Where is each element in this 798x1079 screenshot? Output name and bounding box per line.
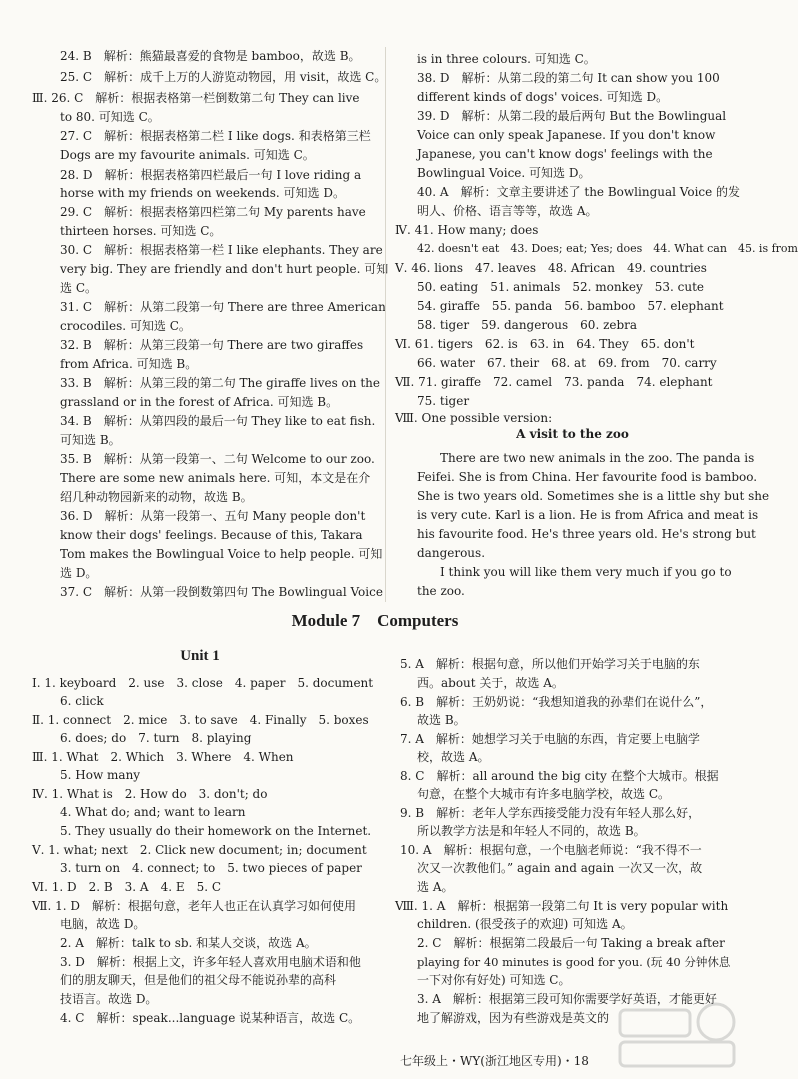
answer-line: 28. D 解析：根据表格第四栏最后一句 I love riding a [60, 168, 362, 182]
answer-line: Ⅶ. 71. giraffe 72. camel 73. panda 74. elephant [395, 375, 713, 389]
answer-line: 66. water 67. their 68. at 69. from 70. carry [417, 356, 717, 370]
answer-line: 5. A 解析：根据句意，所以他们开始学习关于电脑的东 [400, 657, 700, 671]
answer-line: 6. does; do 7. turn 8. playing [60, 731, 252, 745]
answer-line: Dogs are my favourite animals. 可知选 C。 [60, 148, 315, 162]
answer-line: to 80. 可知选 C。 [60, 110, 160, 124]
answer-line: Ⅳ. 1. What is 2. How do 3. don't; do [32, 787, 268, 801]
answer-line: 58. tiger 59. dangerous 60. zebra [417, 318, 638, 332]
answer-line: 3. A 解析：根据第三段可知你需要学好英语，才能更好 [417, 992, 717, 1006]
answer-line: Japanese, you can't know dogs' feelings with the [417, 147, 713, 161]
essay-line: his favourite food. He's three years old. He's strong but [417, 527, 756, 541]
answer-line: Ⅲ. 26. C 解析：根据表格第一栏倒数第二句 They can live [32, 91, 360, 105]
answer-line: know their dogs' feelings. Because of this, Takara [60, 528, 363, 542]
watermark-logo-icon [612, 1000, 742, 1070]
essay-line: I think you will like them very much if you go to [440, 565, 732, 579]
answer-line: 绍几种动物园新来的动物，故选 B。 [60, 490, 253, 504]
answer-line: 29. C 解析：根据表格第四栏第二句 My parents have [60, 205, 366, 219]
answer-line: Ⅲ. 1. What 2. Which 3. Where 4. When [32, 750, 294, 764]
answer-line: Ⅵ. 1. D 2. B 3. A 4. E 5. C [32, 880, 222, 894]
answer-line: 3. D 解析：根据上文，许多年轻人喜欢用电脑术语和他 [60, 955, 361, 969]
answer-line: 2. A 解析：talk to sb. 和某人交谈，故选 A。 [60, 936, 317, 950]
answer-line: 2. C 解析：根据第二段最后一句 Taking a break after [417, 936, 725, 950]
answer-line: 32. B 解析：从第三段第一句 There are two giraffes [60, 338, 364, 352]
answer-line: 选 C。 [60, 281, 97, 295]
answer-line: There are some new animals here. 可知，本文是在介 [60, 471, 371, 485]
answer-line: Ⅶ. 1. D 解析：根据句意，老年人也正在认真学习如何使用 [32, 899, 357, 913]
answer-line: 40. A 解析：文章主要讲述了 the Bowlingual Voice 的发 [417, 185, 741, 199]
answer-line: 37. C 解析：从第一段倒数第四句 The Bowlingual Voice [60, 585, 383, 599]
answer-line: 34. B 解析：从第四段的最后一句 They like to eat fish. [60, 414, 376, 428]
answer-line: crocodiles. 可知选 C。 [60, 319, 191, 333]
answer-line: 5. How many [60, 768, 141, 782]
answer-line: Ⅵ. 61. tigers 62. is 63. in 64. They 65. don't [395, 337, 695, 351]
essay-title: A visit to the zoo [516, 427, 629, 441]
answer-line: different kinds of dogs' voices. 可知选 D。 [417, 90, 669, 104]
answer-line: 24. B 解析：熊猫最喜爱的食物是 bamboo，故选 B。 [60, 49, 361, 63]
answer-line: 们的朋友聊天，但是他们的祖父母不能说孙辈的高科 [60, 973, 337, 987]
answer-line: 6. B 解析：王奶奶说：“我想知道我的孙辈们在说什么”， [400, 695, 713, 709]
answer-line: from Africa. 可知选 B。 [60, 357, 198, 371]
module-heading: Module 7 Computers [291, 611, 459, 630]
answer-line: 技语言。故选 D。 [60, 992, 158, 1006]
answer-line: 9. B 解析：老年人学东西接受能力没有年轻人那么好， [400, 806, 701, 820]
answer-line: 35. B 解析：从第一段第一、二句 Welcome to our zoo. [60, 452, 375, 466]
answer-line: 故选 B。 [417, 713, 466, 727]
answer-line: very big. They are friendly and don't hurt people. 可知 [60, 262, 389, 276]
answer-line: horse with my friends on weekends. 可知选 D。 [60, 186, 345, 200]
essay-line: the zoo. [417, 584, 465, 598]
answer-line: 27. C 解析：根据表格第二栏 I like dogs. 和表格第三栏 [60, 129, 371, 143]
answer-line: Tom makes the Bowlingual Voice to help people. 可知 [60, 547, 383, 561]
answer-line: 可知选 B。 [60, 433, 121, 447]
answer-line: 4. C 解析：speak...language 说某种语言，故选 C。 [60, 1011, 361, 1025]
answer-line: 选 D。 [60, 566, 98, 580]
answer-line: 4. What do; and; want to learn [60, 805, 246, 819]
answer-line: 所以教学方法是和年轻人不同的，故选 B。 [417, 824, 646, 838]
answer-line: Ⅰ. 1. keyboard 2. use 3. close 4. paper 5. document [32, 676, 374, 690]
answer-line: 54. giraffe 55. panda 56. bamboo 57. elephant [417, 299, 724, 313]
answer-line: 30. C 解析：根据表格第一栏 I like elephants. They are [60, 243, 383, 257]
answer-line: 一下对你有好处) 可知选 C。 [417, 973, 571, 987]
answer-line: 7. A 解析：她想学习关于电脑的东西，肯定要上电脑学 [400, 732, 700, 746]
answer-line: 校，故选 A。 [417, 750, 490, 764]
answer-line: 36. D 解析：从第一段第一、五句 Many people don't [60, 509, 366, 523]
answer-line: Ⅷ. One possible version: [395, 411, 553, 425]
answer-line: 38. D 解析：从第二段的第二句 It can show you 100 [417, 71, 720, 85]
answer-line: 8. C 解析：all around the big city 在整个大城市。根据 [400, 769, 719, 783]
answer-line: Ⅴ. 1. what; next 2. Click new document; in; document [32, 843, 367, 857]
answer-line: 选 A。 [417, 880, 454, 894]
page-footer: 七年级上・WY(浙江地区专用)・18 [400, 1054, 589, 1068]
answer-line: Ⅴ. 46. lions 47. leaves 48. African 49. countries [395, 261, 707, 275]
answer-line: 句意，在整个大城市有许多电脑学校，故选 C。 [417, 787, 670, 801]
answer-line: 31. C 解析：从第二段第一句 There are three American [60, 300, 386, 314]
answer-line: 25. C 解析：成千上万的人游览动物园，用 visit，故选 C。 [60, 70, 387, 84]
answer-line: 6. click [60, 694, 104, 708]
answer-line: 33. B 解析：从第三段的第二句 The giraffe lives on the [60, 376, 380, 390]
answer-line: 明人、价格、语言等等，故选 A。 [417, 204, 598, 218]
answer-line: 3. turn on 4. connect; to 5. two pieces of paper [60, 861, 362, 875]
answer-line: 10. A 解析：根据句意，一个电脑老师说：“我不得不一 [400, 843, 702, 857]
answer-line: Ⅳ. 41. How many; does [395, 223, 539, 237]
answer-line: Bowlingual Voice. 可知选 D。 [417, 166, 591, 180]
essay-line: dangerous. [417, 546, 486, 560]
answer-line: children. (很受孩子的欢迎) 可知选 A。 [417, 917, 633, 931]
essay-line: There are two new animals in the zoo. The panda is [440, 451, 755, 465]
answer-line: 5. They usually do their homework on the Internet. [60, 824, 372, 838]
column-divider [385, 47, 386, 602]
answer-line: 电脑，故选 D。 [60, 917, 146, 931]
answer-line: 50. eating 51. animals 52. monkey 53. cute [417, 280, 705, 294]
essay-line: She is two years old. Sometimes she is a little shy but she [417, 489, 770, 503]
essay-line: Feifei. She is from China. Her favourite food is bamboo. [417, 470, 758, 484]
essay-line: is very cute. Karl is a lion. He is from Africa and meat is [417, 508, 759, 522]
answer-line: 地了解游戏，因为有些游戏是英文的 [417, 1011, 610, 1025]
unit-heading: Unit 1 [180, 648, 220, 664]
answer-line: Ⅱ. 1. connect 2. mice 3. to save 4. Finally 5. boxes [32, 713, 369, 727]
answer-line: 42. doesn't eat 43. Does; eat; Yes; does 44. What can 45. is from [417, 242, 798, 255]
answer-line: thirteen horses. 可知选 C。 [60, 224, 222, 238]
answer-line: playing for 40 minutes is good for you. (玩 40 分钟休息 [417, 955, 731, 969]
answer-line: 39. D 解析：从第二段的最后两句 But the Bowlingual [417, 109, 727, 123]
answer-line: 75. tiger [417, 394, 470, 408]
answer-line: Ⅷ. 1. A 解析：根据第一段第二句 It is very popular with [395, 899, 729, 913]
answer-line: is in three colours. 可知选 C。 [417, 52, 596, 66]
answer-line: 次又一次教他们。” again and again 一次又一次，故 [417, 861, 703, 875]
answer-line: grassland or in the forest of Africa. 可知选 B。 [60, 395, 339, 409]
answer-line: 西。about 关于，故选 A。 [417, 676, 564, 690]
answer-line: Voice can only speak Japanese. If you don't know [417, 128, 716, 142]
